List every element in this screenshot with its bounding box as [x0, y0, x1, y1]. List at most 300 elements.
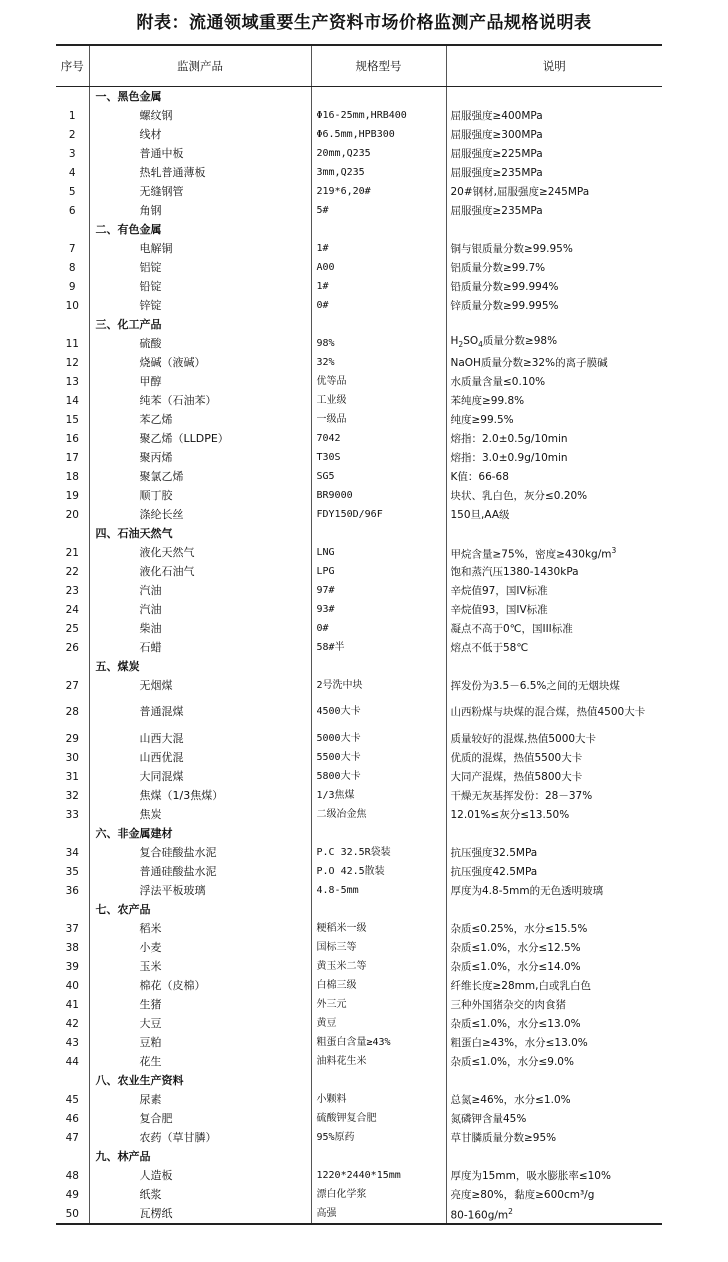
- spec-value: 7042: [311, 429, 446, 448]
- row-number: 46: [65, 1112, 79, 1125]
- category-row: [56, 220, 662, 239]
- table-row: [56, 391, 662, 410]
- spec-value: Φ16-25mm,HRB400: [311, 106, 446, 125]
- description: [446, 505, 662, 524]
- description: [446, 600, 662, 619]
- category-spec-cell: [311, 1147, 446, 1166]
- row-number: 22: [65, 565, 79, 578]
- table-row: [56, 1185, 662, 1204]
- description-text: 杂质≤1.0%，水分≤9.0%: [450, 1055, 574, 1068]
- spec-value: 5800大卡: [311, 767, 446, 786]
- description-text: 屈服强度≥400MPa: [450, 109, 543, 122]
- spec-table: [56, 44, 662, 1225]
- row-number: 31: [65, 770, 79, 783]
- description: [446, 163, 662, 182]
- description-superscript: 2: [508, 1206, 513, 1216]
- product-name: 复合硅酸盐水泥: [89, 843, 311, 862]
- spec-value: 工业级: [311, 391, 446, 410]
- row-number: 43: [65, 1036, 79, 1049]
- table-row: [56, 239, 662, 258]
- category-no-cell: [56, 1147, 89, 1166]
- spec-value: Φ6.5mm,HPB300: [311, 125, 446, 144]
- product-name: 苯乙烯: [89, 410, 311, 429]
- row-number: 25: [65, 622, 79, 635]
- row-number: 44: [65, 1055, 79, 1068]
- description-text: 12.01%≤灰分≤13.50%: [450, 808, 570, 821]
- category-spec-cell: [311, 900, 446, 919]
- category-label: 一、黑色金属: [89, 87, 311, 107]
- product-name: 电解铜: [89, 239, 311, 258]
- product-name: 山西优混: [89, 748, 311, 767]
- product-name: 瓦楞纸: [89, 1204, 311, 1224]
- category-spec-cell: [311, 524, 446, 543]
- description: [446, 486, 662, 505]
- product-name: 热轧普通薄板: [89, 163, 311, 182]
- product-name: 液化石油气: [89, 562, 311, 581]
- category-no-cell: [56, 220, 89, 239]
- description-text: 草甘膦质量分数≥95%: [450, 1131, 557, 1144]
- spec-value: 20mm,Q235: [311, 144, 446, 163]
- table-row: [56, 581, 662, 600]
- spec-value: 二级冶金焦: [311, 805, 446, 824]
- table-row: [56, 881, 662, 900]
- description-text: 杂质≤1.0%，水分≤14.0%: [450, 960, 581, 973]
- spec-value: 5500大卡: [311, 748, 446, 767]
- description: [446, 391, 662, 410]
- description-text: 厚度为15mm，吸水膨胀率≤10%: [450, 1169, 611, 1182]
- category-desc-cell: [446, 824, 662, 843]
- description: [446, 1185, 662, 1204]
- row-number: 24: [65, 603, 79, 616]
- spec-value: 优等品: [311, 372, 446, 391]
- spec-value: 93#: [311, 600, 446, 619]
- description-text: 屈服强度≥225MPa: [450, 147, 543, 160]
- category-label: 五、煤炭: [89, 657, 311, 676]
- category-desc-cell: [446, 1147, 662, 1166]
- product-name: 大同混煤: [89, 767, 311, 786]
- category-row: [56, 524, 662, 543]
- category-spec-cell: [311, 1071, 446, 1090]
- description-text: 山西粉煤与块煤的混合煤，热值4500大卡: [450, 706, 646, 718]
- row-number: 16: [65, 432, 79, 445]
- description-text: 杂质≤0.25%，水分≤15.5%: [450, 922, 588, 935]
- table-row: [56, 182, 662, 201]
- product-name: 人造板: [89, 1166, 311, 1185]
- spec-value: P.C 32.5R袋装: [311, 843, 446, 862]
- description: [446, 638, 662, 657]
- product-name: 生猪: [89, 995, 311, 1014]
- table-row: [56, 277, 662, 296]
- spec-value: 粳稻米一级: [311, 919, 446, 938]
- row-number: 42: [65, 1017, 79, 1030]
- table-row: [56, 843, 662, 862]
- spec-value: 3mm,Q235: [311, 163, 446, 182]
- description: [446, 410, 662, 429]
- category-no-cell: [56, 315, 89, 334]
- spec-value: 油料花生米: [311, 1052, 446, 1071]
- product-name: 复合肥: [89, 1109, 311, 1128]
- description-text: 锌质量分数≥99.995%: [450, 299, 559, 312]
- category-no-cell: [56, 524, 89, 543]
- product-name: 汽油: [89, 600, 311, 619]
- product-name: 顺丁胶: [89, 486, 311, 505]
- product-name: 聚丙烯: [89, 448, 311, 467]
- spec-value: 0#: [311, 619, 446, 638]
- spec-value: T30S: [311, 448, 446, 467]
- description-text: 纤维长度≥28mm,白或乳白色: [450, 979, 591, 992]
- table-row: [56, 862, 662, 881]
- category-desc-cell: [446, 524, 662, 543]
- table-row: [56, 353, 662, 372]
- row-number: 4: [68, 166, 76, 179]
- page-title: 附表：流通领域重要生产资料市场价格监测产品规格说明表: [136, 13, 592, 33]
- table-row: [56, 505, 662, 524]
- row-number: 38: [65, 941, 79, 954]
- table-row: [56, 957, 662, 976]
- spec-value: 1/3焦煤: [311, 786, 446, 805]
- row-number: 20: [65, 508, 79, 521]
- product-name: 液化天然气: [89, 543, 311, 562]
- description-text: 抗压强度32.5MPa: [450, 846, 538, 859]
- spec-value: 1#: [311, 239, 446, 258]
- category-desc-cell: [446, 657, 662, 676]
- category-row: [56, 900, 662, 919]
- category-desc-cell: [446, 900, 662, 919]
- spec-value: 4.8-5mm: [311, 881, 446, 900]
- spec-value: 2号洗中块: [311, 676, 446, 695]
- product-name: 稻米: [89, 919, 311, 938]
- description: [446, 786, 662, 805]
- description-text: 熔指：3.0±0.9g/10min: [450, 451, 568, 464]
- description: [446, 843, 662, 862]
- product-name: 玉米: [89, 957, 311, 976]
- row-number: 9: [68, 280, 76, 293]
- product-name: 小麦: [89, 938, 311, 957]
- table-row: [56, 919, 662, 938]
- product-name: 聚乙烯（LLDPE）: [89, 429, 311, 448]
- description-text: 氮磷钾含量45%: [450, 1112, 527, 1125]
- header-no: 序号: [56, 45, 89, 87]
- table-row: [56, 448, 662, 467]
- product-name: 角钢: [89, 201, 311, 220]
- row-number: 14: [65, 394, 79, 407]
- category-row: [56, 1071, 662, 1090]
- description-text: 抗压强度42.5MPa: [450, 865, 538, 878]
- description-text: 熔点不低于58℃: [450, 641, 529, 654]
- product-name: 普通中板: [89, 144, 311, 163]
- category-label: 四、石油天然气: [89, 524, 311, 543]
- product-name: 锌锭: [89, 296, 311, 315]
- description: [446, 695, 662, 729]
- product-name: 石蜡: [89, 638, 311, 657]
- row-number: 1: [68, 109, 76, 122]
- category-label: 七、农产品: [89, 900, 311, 919]
- spec-value: 高强: [311, 1204, 446, 1224]
- row-number: 12: [65, 356, 79, 369]
- table-row: [56, 729, 662, 748]
- product-name: 纯苯（石油苯）: [89, 391, 311, 410]
- description: [446, 1109, 662, 1128]
- category-label: 三、化工产品: [89, 315, 311, 334]
- product-name: 柴油: [89, 619, 311, 638]
- header-desc: 说明: [446, 45, 662, 87]
- category-row: [56, 657, 662, 676]
- header-product: 监测产品: [89, 45, 311, 87]
- description-superscript: 3: [611, 545, 617, 555]
- table-row: [56, 410, 662, 429]
- description-text: 质量较好的混煤,热值5000大卡: [450, 732, 597, 745]
- spec-value: 1220*2440*15mm: [311, 1166, 446, 1185]
- spec-value: 97#: [311, 581, 446, 600]
- table-row: [56, 938, 662, 957]
- category-spec-cell: [311, 87, 446, 107]
- description: [446, 729, 662, 748]
- table-row: [56, 1052, 662, 1071]
- table-row: [56, 1204, 662, 1224]
- product-name: 纸浆: [89, 1185, 311, 1204]
- table-row: [56, 1109, 662, 1128]
- spec-value: FDY150D/96F: [311, 505, 446, 524]
- row-number: 32: [65, 789, 79, 802]
- table-row: [56, 1128, 662, 1147]
- row-number: 35: [65, 865, 79, 878]
- description: [446, 1090, 662, 1109]
- table-row: [56, 1166, 662, 1185]
- table-row: [56, 543, 662, 562]
- description: [446, 353, 662, 372]
- description: [446, 334, 662, 353]
- description: [446, 106, 662, 125]
- table-row: [56, 125, 662, 144]
- spec-value: 小颗料: [311, 1090, 446, 1109]
- description-text: 粗蛋白≥43%，水分≤13.0%: [450, 1036, 588, 1049]
- description: [446, 995, 662, 1014]
- spec-value: 219*6,20#: [311, 182, 446, 201]
- description-text: 屈服强度≥235MPa: [450, 166, 543, 179]
- description: [446, 767, 662, 786]
- product-name: 汽油: [89, 581, 311, 600]
- description: [446, 938, 662, 957]
- description-text: 三种外国猪杂交的肉食猪: [450, 998, 566, 1011]
- product-name: 聚氯乙烯: [89, 467, 311, 486]
- spec-value: LNG: [311, 543, 446, 562]
- spec-value: 外三元: [311, 995, 446, 1014]
- row-number: 29: [65, 732, 79, 745]
- row-number: 48: [65, 1169, 79, 1182]
- product-name: 无烟煤: [89, 676, 311, 695]
- table-row: [56, 638, 662, 657]
- product-name: 棉花（皮棉）: [89, 976, 311, 995]
- category-desc-cell: [446, 87, 662, 107]
- table-row: [56, 767, 662, 786]
- spec-value: 98%: [311, 334, 446, 353]
- description-text: 屈服强度≥235MPa: [450, 204, 543, 217]
- table-row: [56, 106, 662, 125]
- table-header-row: [56, 45, 662, 87]
- description-text: 饱和蒸汽压1380-1430kPa: [450, 565, 579, 578]
- spec-value: 黄玉米二等: [311, 957, 446, 976]
- description-text: K值：66-68: [450, 470, 509, 483]
- table-row: [56, 1033, 662, 1052]
- description-text: 20#钢材,屈服强度≥245MPa: [450, 185, 590, 198]
- description-text: 大同产混煤，热值5800大卡: [450, 770, 583, 783]
- description-text: 80-160g/m: [450, 1209, 509, 1222]
- product-name: 浮法平板玻璃: [89, 881, 311, 900]
- spec-value: 白棉三级: [311, 976, 446, 995]
- category-spec-cell: [311, 657, 446, 676]
- spec-value: 0#: [311, 296, 446, 315]
- product-name: 铝锭: [89, 258, 311, 277]
- row-number: 36: [65, 884, 79, 897]
- product-name: 硫酸: [89, 334, 311, 353]
- description-text: 纯度≥99.5%: [450, 413, 514, 426]
- description-text: 熔指：2.0±0.5g/10min: [450, 432, 568, 445]
- row-number: 17: [65, 451, 79, 464]
- description: [446, 581, 662, 600]
- description-text: 挥发份为3.5－6.5%之间的无烟块煤: [450, 679, 620, 692]
- table-row: [56, 976, 662, 995]
- category-desc-cell: [446, 220, 662, 239]
- category-desc-cell: [446, 315, 662, 334]
- description-text: 块状、乳白色，灰分≤0.20%: [450, 489, 588, 502]
- description: [446, 448, 662, 467]
- product-name: 豆粕: [89, 1033, 311, 1052]
- description: [446, 296, 662, 315]
- category-row: [56, 87, 662, 107]
- row-number: 39: [65, 960, 79, 973]
- description-text: 辛烷值93，国IV标准: [450, 603, 548, 616]
- row-number: 27: [65, 679, 79, 692]
- category-no-cell: [56, 657, 89, 676]
- row-number: 49: [65, 1188, 79, 1201]
- category-label: 六、非金属建材: [89, 824, 311, 843]
- product-name: 铅锭: [89, 277, 311, 296]
- row-number: 40: [65, 979, 79, 992]
- description-text: 铜与银质量分数≥99.95%: [450, 242, 573, 255]
- description: [446, 805, 662, 824]
- table-row: [56, 486, 662, 505]
- description: [446, 1204, 662, 1224]
- row-number: 2: [68, 128, 76, 141]
- row-number: 15: [65, 413, 79, 426]
- description-text: NaOH质量分数≥32%的离子膜碱: [450, 356, 608, 369]
- description-part: H: [450, 335, 459, 348]
- spec-value: A00: [311, 258, 446, 277]
- spec-value: P.O 42.5散装: [311, 862, 446, 881]
- description: [446, 144, 662, 163]
- product-name: 涤纶长丝: [89, 505, 311, 524]
- description-text: 铝质量分数≥99.7%: [450, 261, 546, 274]
- table-row: [56, 334, 662, 353]
- product-name: 尿素: [89, 1090, 311, 1109]
- table-row: [56, 296, 662, 315]
- description: [446, 919, 662, 938]
- table-row: [56, 1090, 662, 1109]
- spec-value: 4500大卡: [311, 695, 446, 729]
- description: [446, 862, 662, 881]
- row-number: 34: [65, 846, 79, 859]
- product-name: 普通硅酸盐水泥: [89, 862, 311, 881]
- description-text: 亮度≥80%，黏度≥600cm³/g: [450, 1188, 595, 1201]
- spec-value: 58#半: [311, 638, 446, 657]
- category-row: [56, 1147, 662, 1166]
- spec-value: 国标三等: [311, 938, 446, 957]
- description: [446, 125, 662, 144]
- table-body: [56, 87, 662, 1225]
- spec-value: 粗蛋白含量≥43%: [311, 1033, 446, 1052]
- category-row: [56, 315, 662, 334]
- table-row: [56, 695, 662, 729]
- product-name: 烧碱（液碱）: [89, 353, 311, 372]
- category-row: [56, 824, 662, 843]
- product-name: 螺纹钢: [89, 106, 311, 125]
- product-name: 焦煤（1/3焦煤）: [89, 786, 311, 805]
- row-number: 18: [65, 470, 79, 483]
- description-part: 4: [478, 340, 483, 350]
- product-name: 农药（草甘膦）: [89, 1128, 311, 1147]
- description-text: 杂质≤1.0%，水分≤13.0%: [450, 1017, 581, 1030]
- spec-value: 95%原药: [311, 1128, 446, 1147]
- spec-value: LPG: [311, 562, 446, 581]
- row-number: 37: [65, 922, 79, 935]
- product-name: 花生: [89, 1052, 311, 1071]
- row-number: 13: [65, 375, 79, 388]
- category-label: 九、林产品: [89, 1147, 311, 1166]
- row-number: 26: [65, 641, 79, 654]
- description-text: 辛烷值97，国IV标准: [450, 584, 548, 597]
- description: [446, 619, 662, 638]
- table-row: [56, 467, 662, 486]
- header-spec: 规格型号: [311, 45, 446, 87]
- description: [446, 277, 662, 296]
- table-row: [56, 619, 662, 638]
- description-text: 150旦,AA级: [450, 508, 510, 521]
- row-number: 28: [65, 706, 79, 718]
- description-text: 厚度为4.8-5mm的无色透明玻璃: [450, 884, 604, 897]
- description: [446, 676, 662, 695]
- table-row: [56, 600, 662, 619]
- spec-value: SG5: [311, 467, 446, 486]
- row-number: 47: [65, 1131, 79, 1144]
- category-no-cell: [56, 900, 89, 919]
- description-text: 苯纯度≥99.8%: [450, 394, 525, 407]
- row-number: 41: [65, 998, 79, 1011]
- spec-value: 硫酸钾复合肥: [311, 1109, 446, 1128]
- description-text: 干燥无灰基挥发份：28－37%: [450, 789, 593, 802]
- product-name: 大豆: [89, 1014, 311, 1033]
- description-text: 优质的混煤，热值5500大卡: [450, 751, 583, 764]
- row-number: 10: [65, 299, 79, 312]
- description-text: 甲烷含量≥75%，密度≥430kg/m: [450, 548, 612, 561]
- category-label: 二、有色金属: [89, 220, 311, 239]
- description-text: 水质量含量≤0.10%: [450, 375, 546, 388]
- description: [446, 467, 662, 486]
- table-row: [56, 562, 662, 581]
- spec-value: 5#: [311, 201, 446, 220]
- table-row: [56, 676, 662, 695]
- description: [446, 201, 662, 220]
- table-row: [56, 805, 662, 824]
- category-no-cell: [56, 1071, 89, 1090]
- row-number: 6: [68, 204, 76, 217]
- row-number: 50: [56, 1204, 89, 1224]
- table-row: [56, 258, 662, 277]
- row-number: 19: [65, 489, 79, 502]
- category-spec-cell: [311, 220, 446, 239]
- row-number: 11: [65, 337, 79, 350]
- table-row: [56, 429, 662, 448]
- spec-value: 一级品: [311, 410, 446, 429]
